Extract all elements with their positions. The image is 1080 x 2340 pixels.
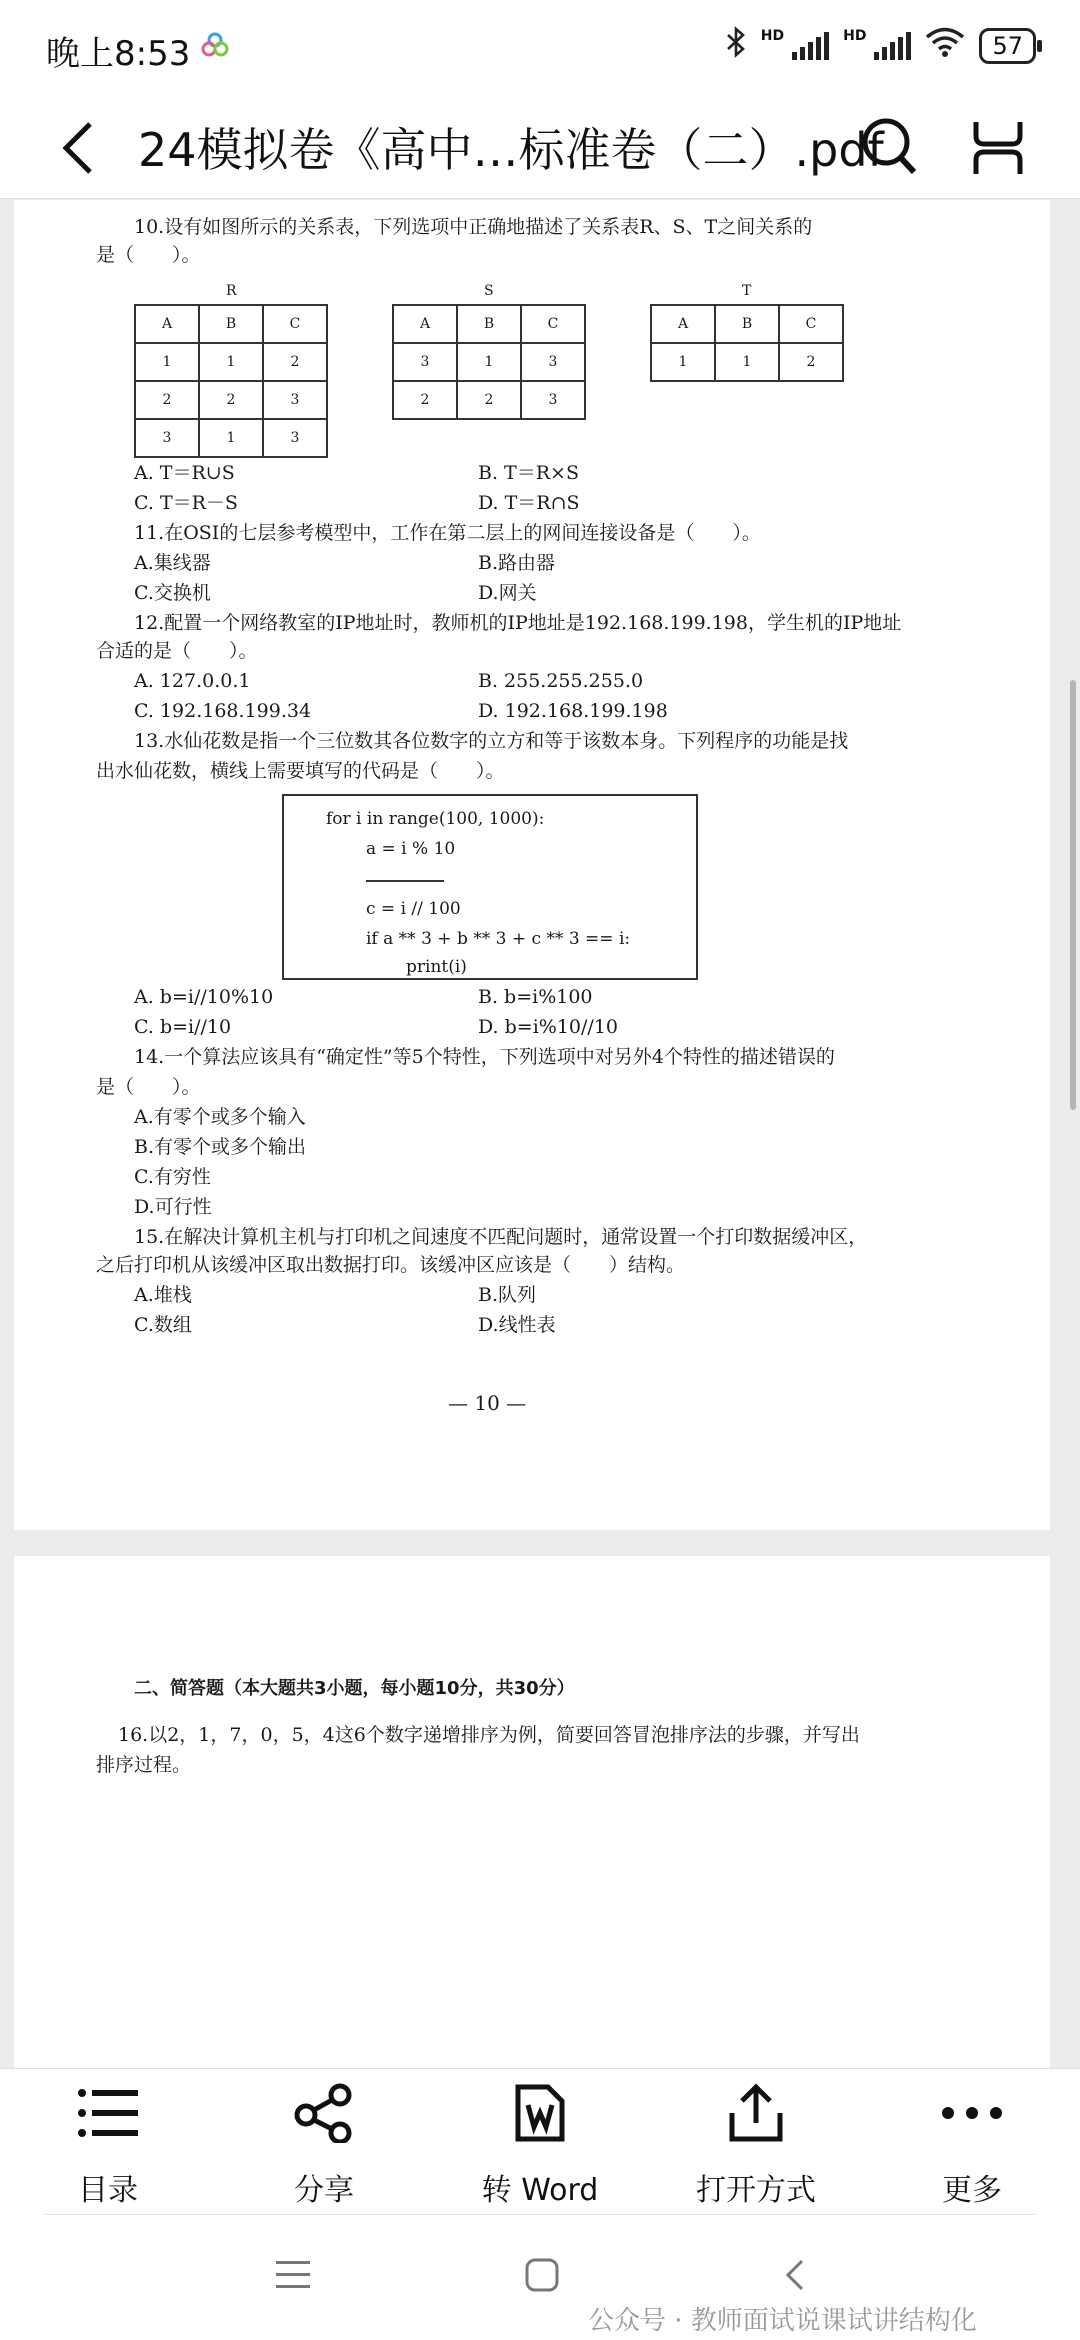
word-icon [508,2083,572,2147]
table-r-cell: 3 [135,419,199,457]
table-r-cell: B [199,305,263,343]
status-time: 晚上8:53 [46,34,191,74]
q12-option-a: A. 127.0.0.1 [134,670,251,692]
table-r-cell: 2 [135,381,199,419]
q11-option-c: C.交换机 [134,582,211,604]
toolbar-to-word-label: 转 Word [481,2173,599,2208]
code-line-5: print(i) [406,957,467,977]
watermark-text: 公众号 · 教师面试说课试讲结构化 [588,2306,977,2336]
table-r-cell: 2 [199,381,263,419]
q13-text-2: 出水仙花数，横线上需要填写的代码是（ ）。 [96,760,505,782]
bottom-toolbar [0,2068,1080,2215]
toolbar-share-button[interactable] [216,2069,432,2215]
q15-option-b: B.队列 [478,1284,537,1306]
q14-option-d: D.可行性 [134,1196,212,1218]
q14-text-2: 是（ ）。 [96,1076,201,1098]
share-icon [292,2083,356,2147]
q10-option-c: C. T＝R－S [134,492,238,514]
toolbar-share-label: 分享 [294,2173,354,2208]
q11-option-b: B.路由器 [478,552,556,574]
q11-text: 11.在OSI的七层参考模型中，工作在第二层上的网间连接设备是（ ）。 [134,522,761,544]
table-r-title: R [226,283,237,299]
q12-option-d: D. 192.168.199.198 [478,700,668,722]
table-r-cell: 3 [263,419,327,457]
q10-option-a: A. T＝R∪S [134,462,235,484]
q14-option-a: A.有零个或多个输入 [134,1106,306,1128]
table-s-cell: 3 [521,381,585,419]
table-r-cell: A [135,305,199,343]
title-bar [0,100,1080,199]
q15-text-1: 15.在解决计算机主机与打印机之间速度不匹配问题时，通常设置一个打印数据缓冲区， [134,1226,868,1248]
q15-text-2: 之后打印机从该缓冲区取出数据打印。该缓冲区应该是（ ）结构。 [96,1254,686,1276]
code-line-1: for i in range(100, 1000): [326,809,545,829]
table-s-cell: 1 [457,343,521,381]
q13-option-b: B. b=i%100 [478,986,593,1008]
home-nav-icon[interactable] [524,2257,564,2301]
table-s-cell: 2 [393,381,457,419]
q13-option-a: A. b=i//10%10 [134,986,274,1008]
table-t-cell: A [651,305,715,343]
table-t-cell: 2 [779,343,843,381]
relation-table-s [392,304,586,420]
table-r-cell: 3 [263,381,327,419]
back-icon[interactable] [58,118,98,182]
hd-label-1: HD [760,27,785,44]
search-icon[interactable] [858,114,918,182]
split-view-icon[interactable] [968,118,1028,182]
code-line-3: c = i // 100 [366,899,461,919]
q14-text-1: 14.一个算法应该具有“确定性”等5个特性，下列选项中对另外4个特性的描述错误的 [134,1046,835,1068]
table-t-cell: C [779,305,843,343]
q13-option-d: D. b=i%10//10 [478,1016,619,1038]
q15-option-c: C.数组 [134,1314,192,1336]
q14-option-b: B.有零个或多个输出 [134,1136,307,1158]
cloud-sync-icon [200,30,230,64]
q15-option-a: A.堆栈 [134,1284,192,1306]
q11-option-a: A.集线器 [134,552,211,574]
scrollbar[interactable] [1070,680,1076,1110]
table-r-cell: 1 [199,343,263,381]
table-t-title: T [742,283,752,299]
table-r-cell: 1 [199,419,263,457]
table-s-cell: 3 [393,343,457,381]
signal-icon-2 [874,32,911,60]
relation-table-r [134,304,328,458]
more-icon [940,2083,1004,2147]
relation-table-t [650,304,844,382]
q12-option-c: C. 192.168.199.34 [134,700,312,722]
bluetooth-icon [725,26,747,65]
table-s-cell: C [521,305,585,343]
table-s-cell: A [393,305,457,343]
q12-text-2: 合适的是（ ）。 [96,640,258,662]
code-block [282,794,698,980]
back-nav-icon[interactable] [780,2257,810,2301]
q15-option-d: D.线性表 [478,1314,556,1336]
toolbar-more-button[interactable] [864,2069,1080,2215]
table-r-cell: 1 [135,343,199,381]
table-t-cell: B [715,305,779,343]
page-number: — 10 — [448,1391,527,1415]
document-title: 24模拟卷《高中…标准卷（二）.pdf [138,123,884,177]
table-t-cell: 1 [651,343,715,381]
q16-text-1: 16.以2，1，7，0，5，4这6个数字递增排序为例，简要回答冒泡排序法的步骤，并写出 [118,1724,860,1746]
open-with-icon [724,2083,788,2147]
code-line-4: if a ** 3 + b ** 3 + c ** 3 == i: [366,929,631,949]
table-t-cell: 1 [715,343,779,381]
toolbar-catalog-button[interactable] [0,2069,216,2215]
q10-option-d: D. T＝R∩S [478,492,580,514]
battery-icon: 57 [979,28,1036,64]
q10-text-2: 是（ ）。 [96,244,201,266]
hd-label-2: HD [843,27,867,44]
pdf-page-11[interactable] [14,1556,1050,2076]
table-s-cell: 2 [457,381,521,419]
q10-option-b: B. T＝R×S [478,462,579,484]
pdf-page-10[interactable] [14,200,1050,1530]
table-r-cell: C [263,305,327,343]
page-content [14,200,1050,1530]
q13-option-c: C. b=i//10 [134,1016,232,1038]
toolbar-catalog-label: 目录 [78,2173,138,2208]
table-s-cell: 3 [521,343,585,381]
list-icon [76,2083,140,2147]
q16-text-2: 排序过程。 [96,1754,192,1776]
q10-text-1: 10.设有如图所示的关系表，下列选项中正确地描述了关系表R、S、T之间关系的 [134,216,813,238]
status-bar [0,0,1080,100]
table-r-cell: 2 [263,343,327,381]
q12-text-1: 12.配置一个网络教室的IP地址时，教师机的IP地址是192.168.199.198，学生机的IP地址 [134,612,902,634]
table-s-cell: B [457,305,521,343]
q11-option-d: D.网关 [478,582,537,604]
toolbar-open-with-button[interactable] [648,2069,864,2215]
q14-option-c: C.有穷性 [134,1166,211,1188]
code-blank-line [366,880,444,882]
table-s-title: S [484,283,494,299]
signal-icon-1 [792,32,829,60]
section-heading: 二、简答题（本大题共3小题，每小题10分，共30分） [134,1678,575,1699]
page-content-2 [14,1556,1050,2076]
status-icons [725,26,1036,65]
menu-nav-icon[interactable] [274,2257,314,2297]
wifi-icon [925,27,965,64]
q12-option-b: B. 255.255.255.0 [478,670,644,692]
toolbar-open-with-label: 打开方式 [696,2173,816,2208]
code-line-2: a = i % 10 [366,839,456,859]
toolbar-to-word-button[interactable] [432,2069,648,2215]
q13-text-1: 13.水仙花数是指一个三位数其各位数字的立方和等于该数本身。下列程序的功能是找 [134,730,849,752]
toolbar-more-label: 更多 [942,2173,1002,2208]
